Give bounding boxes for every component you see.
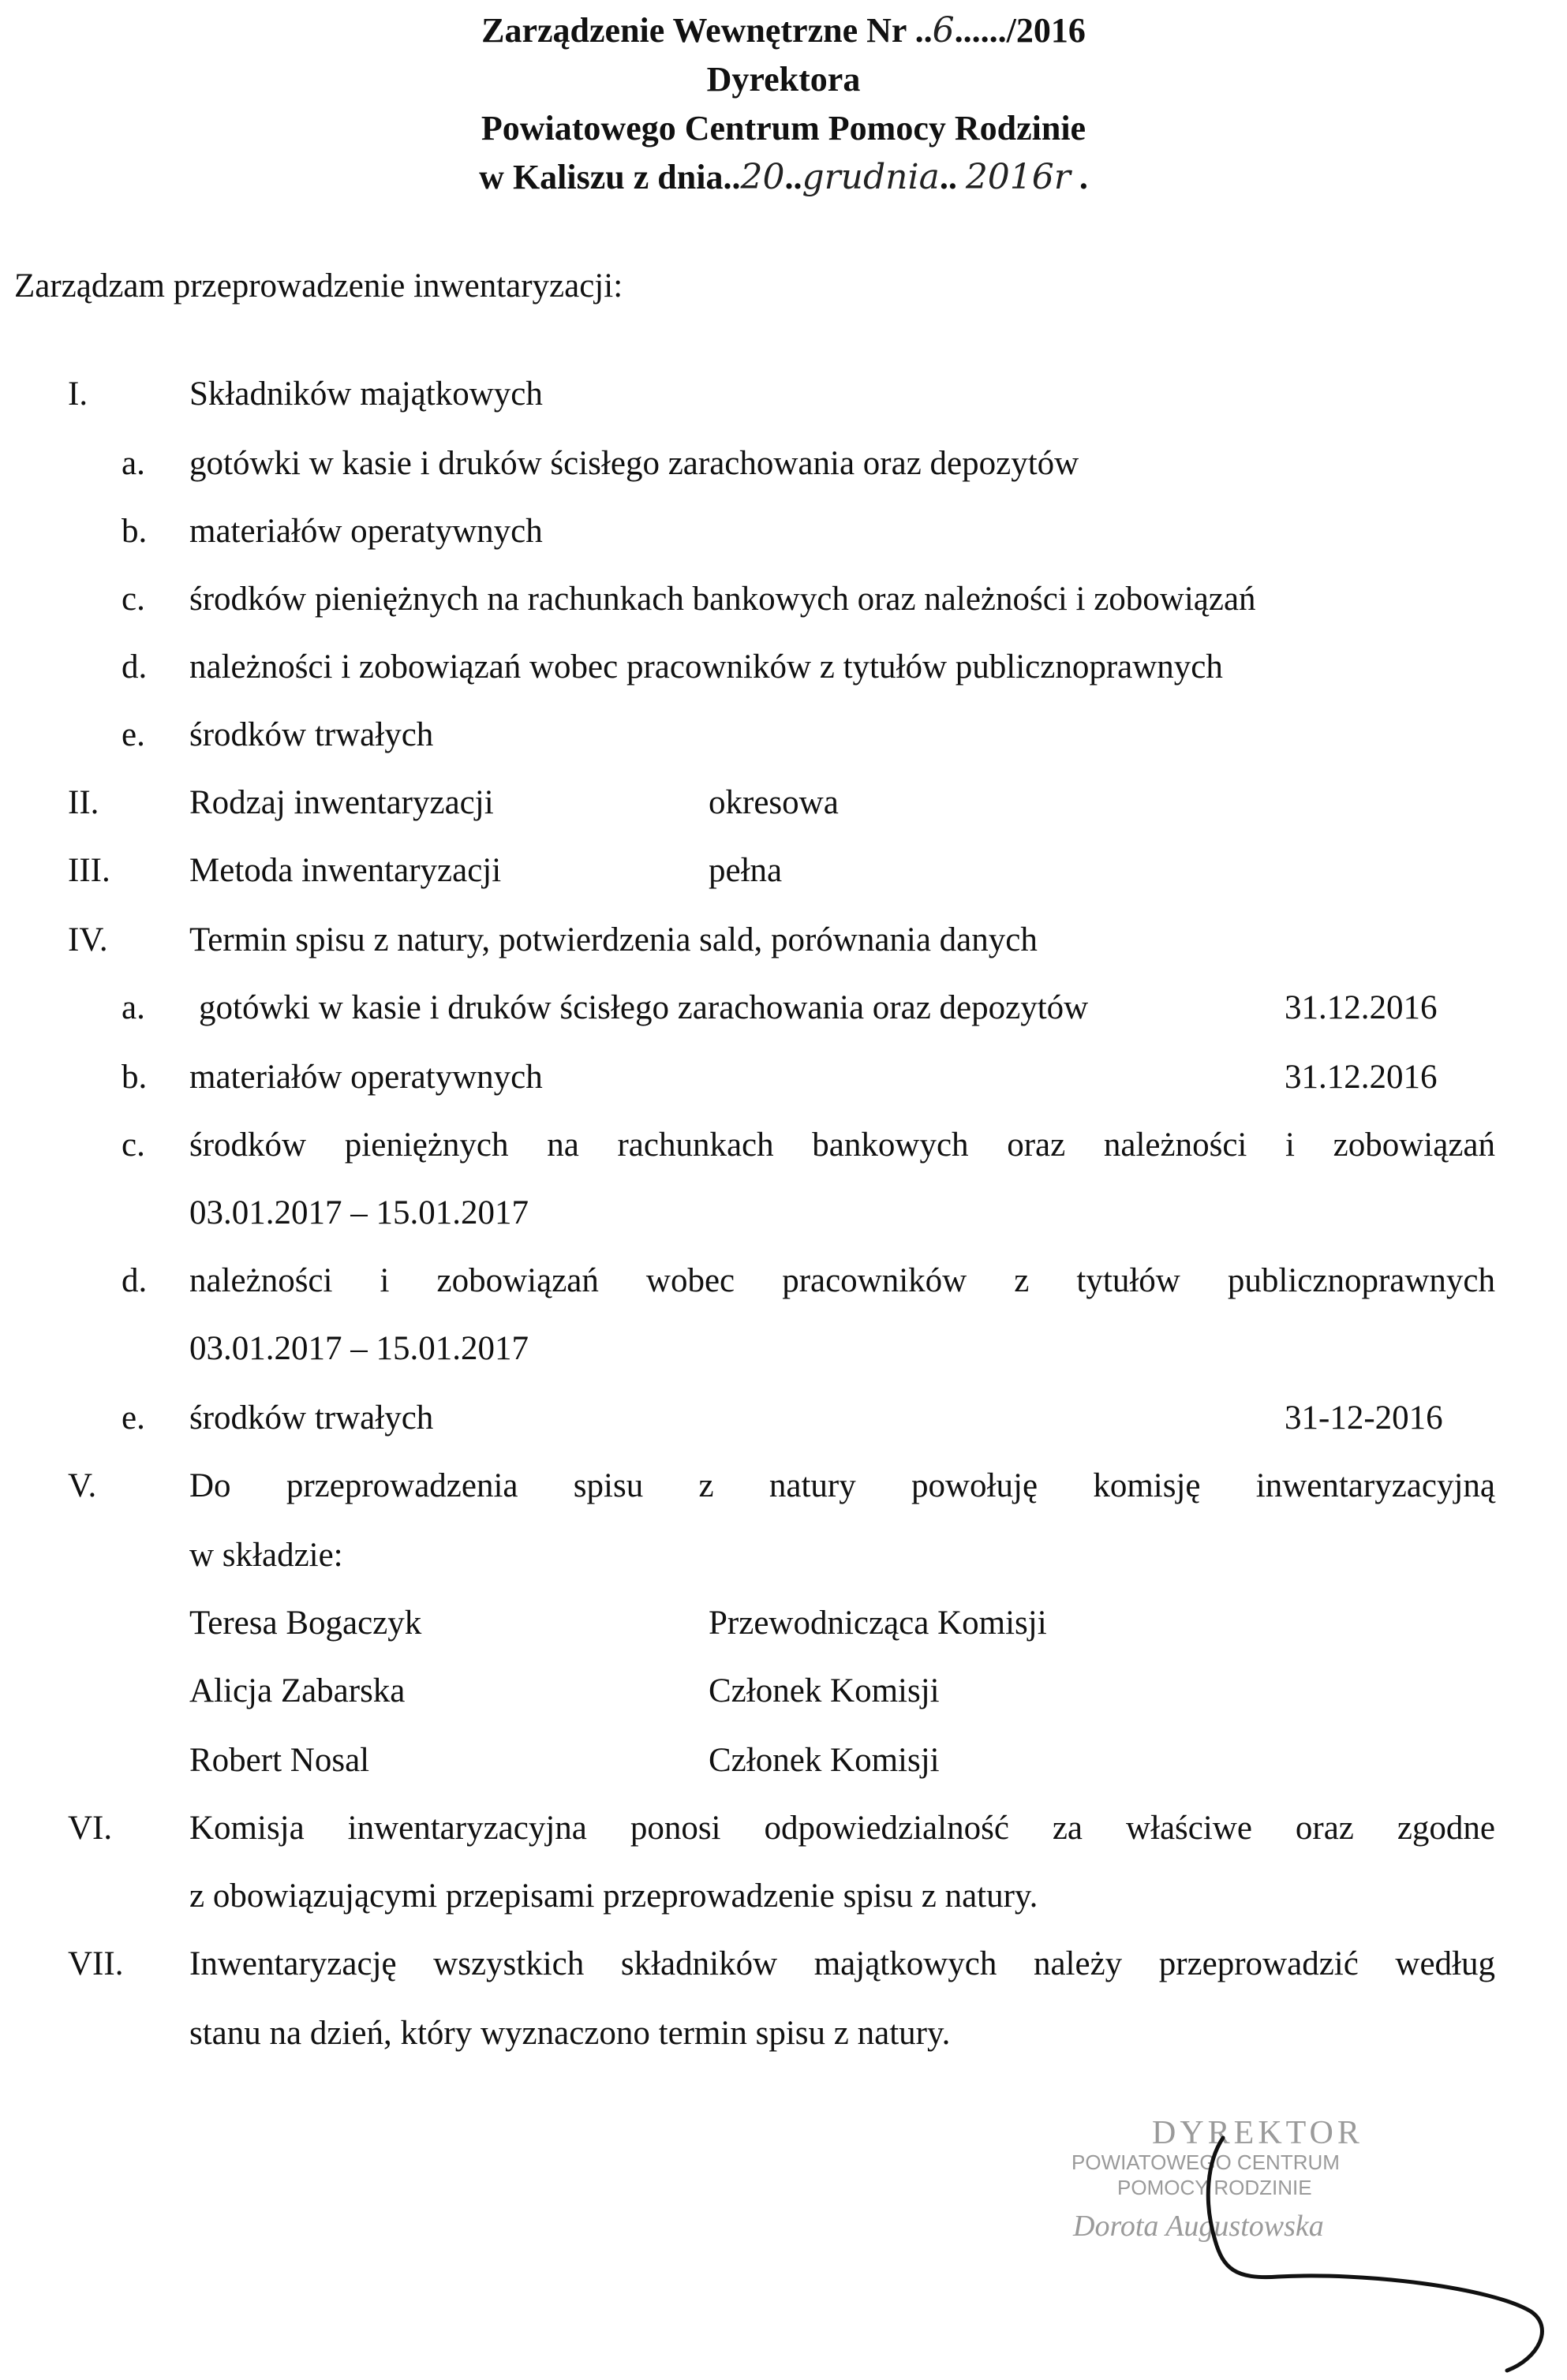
section-number: VI. [68,1810,113,1847]
section-number: III. [68,852,110,889]
item-letter: d. [122,1262,148,1299]
item-letter: d. [122,648,148,686]
handwritten-year: 2016r [965,157,1071,197]
item-text: materiałów operatywnych [189,1059,543,1096]
section-number: II. [68,784,99,821]
title-prefix: Zarządzenie Wewnętrzne Nr .. [481,11,933,50]
item-text: środków trwałych [189,716,434,753]
section-text: stanu na dzień, który wyznaczono termin spisu z natury. [189,2015,951,2052]
handwritten-number: 6 [932,10,955,50]
date-dots: .. [784,158,802,196]
item-letter: e. [122,1399,145,1437]
signature-mark [1160,2130,1554,2374]
stamp-line-institution: POWIATOWEGO CENTRUM [1071,2150,1340,2174]
section-number: VII. [68,1945,124,1982]
section-number: I. [68,375,88,413]
title-suffix: ....../2016 [954,11,1086,50]
header-title [0,6,1567,55]
item-date: 03.01.2017 – 15.01.2017 [189,1330,529,1367]
item-text: gotówki w kasie i druków ścisłego zarachowania oraz depozytów [199,989,1089,1026]
member-name: Teresa Bogaczyk [189,1605,422,1642]
member-role: Członek Komisji [709,1742,940,1779]
date-prefix: w Kaliszu z dnia.. [479,158,741,196]
section-label: Rodzaj inwentaryzacji [189,784,494,821]
item-text: środków trwałych [189,1399,434,1437]
item-date: 31-12-2016 [1285,1399,1443,1437]
item-letter: b. [122,513,148,550]
stamp-title: DYREKTOR [1152,2115,1363,2151]
item-letter: a. [122,989,145,1026]
document-header [0,6,1567,202]
section-text: Komisja inwentaryzacyjna ponosi odpowiedzialność za właściwe oraz zgodne [189,1810,1495,1847]
section-label: Metoda inwentaryzacji [189,852,502,889]
header-institution: Powiatowego Centrum Pomocy Rodzinie [481,109,1086,148]
item-letter: a. [122,445,145,482]
section-number: V. [68,1467,97,1504]
section-text: Do przeprowadzenia spisu z natury powołuję komisję inwentaryzacyjną [189,1467,1495,1504]
item-letter: c. [122,581,145,618]
item-text: środków pieniężnych na rachunkach bankowych oraz należności i zobowiązań [189,581,1256,618]
stamp-name: Dorota Augustowska [1073,2210,1324,2243]
handwritten-day: 20 [740,157,785,197]
item-letter: c. [122,1126,145,1164]
item-text: należności i zobowiązań wobec pracowników z tytułów publicznoprawnych [189,1262,1495,1299]
item-letter: e. [122,716,145,753]
section-value: pełna [709,852,783,889]
item-letter: b. [122,1059,148,1096]
item-date: 31.12.2016 [1285,1059,1438,1096]
item-date: 03.01.2017 – 15.01.2017 [189,1194,529,1231]
header-director: Dyrektora [706,60,861,99]
handwritten-month: grudnia [802,157,940,197]
item-text: środków pieniężnych na rachunkach bankowych oraz należności i zobowiązań [189,1126,1495,1164]
item-text: materiałów operatywnych [189,513,543,550]
intro-text: Zarządzam przeprowadzenie inwentaryzacji: [14,267,623,305]
section-number: IV. [68,921,108,958]
section-label: Składników majątkowych [189,375,543,413]
stamp-line-institution-2: POMOCY RODZINIE [1117,2176,1312,2199]
member-role: Przewodnicząca Komisji [709,1605,1047,1642]
section-label: Termin spisu z natury, potwierdzenia sald, porównania danych [189,921,1038,958]
date-dots-2: .. [939,158,957,196]
section-value: okresowa [709,784,839,821]
item-text: należności i zobowiązań wobec pracowników z tytułów publicznoprawnych [189,648,1223,686]
header-date-line [0,153,1567,202]
section-text: z obowiązującymi przepisami przeprowadzenie spisu z natury. [189,1877,1038,1915]
section-text: Inwentaryzację wszystkich składników majątkowych należy przeprowadzić według [189,1945,1495,1982]
item-text: gotówki w kasie i druków ścisłego zarachowania oraz depozytów [189,445,1079,482]
section-text: w składzie: [189,1537,343,1574]
item-date: 31.12.2016 [1285,989,1438,1026]
date-end: . [1079,158,1088,196]
member-name: Robert Nosal [189,1742,370,1779]
member-name: Alicja Zabarska [189,1672,406,1709]
member-role: Członek Komisji [709,1672,940,1709]
